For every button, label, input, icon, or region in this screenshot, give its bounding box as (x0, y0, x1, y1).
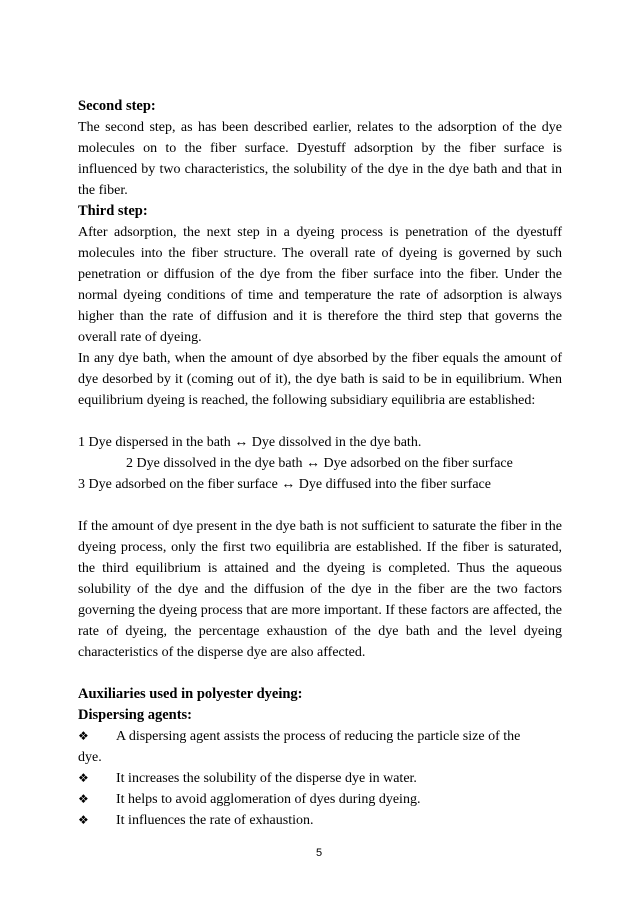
spacer (78, 663, 562, 684)
list-item (78, 726, 562, 747)
spacer (78, 411, 562, 432)
paragraph-third-step: After adsorption, the next step in a dyeing process is penetration of the dyestuff molecules into the fiber structure. The overall rate of dyeing is governed by such penetration or diffusion of the dye from the fiber surface into the fiber. Under the normal dyeing conditions of time and temperature the rate of adsorption is always higher than the rate of diffusion and it is therefore the third step that governs the overall rate of dyeing. (78, 225, 562, 345)
list-item-text: A dispersing agent assists the process of reducing the particle size of the (116, 729, 521, 744)
equilibrium-line-1: 1 Dye dispersed in the bath ↔ Dye dissolved in the dye bath. (78, 435, 422, 450)
heading-dispersing-agents: Dispersing agents: (78, 707, 192, 723)
paragraph-equilibrium: In any dye bath, when the amount of dye absorbed by the fiber equals the amount of dye desorbed by it (coming out of it), the dye bath is said to be in equilibrium. When equilibrium dyeing is reached, the following subsidiary equilibria are established: (78, 351, 562, 408)
equilibrium-line-3: 3 Dye adsorbed on the fiber surface ↔ Dye diffused into the fiber surface (78, 477, 491, 492)
list-item-text: It helps to avoid agglomeration of dyes during dyeing. (116, 792, 421, 807)
diamond-bullet-icon: ❖ (78, 792, 89, 806)
list-item-continuation: dye. (78, 750, 102, 765)
equilibrium-line-2: 2 Dye dissolved in the dye bath ↔ Dye adsorbed on the fiber surface (126, 456, 513, 471)
paragraph-second-step: The second step, as has been described earlier, relates to the adsorption of the dye molecules on to the fiber surface. Dyestuff adsorption by the fiber surface is influenced by two characteristics, the solubility of the dye in the dye bath and that in the fiber. (78, 120, 562, 198)
diamond-bullet-icon: ❖ (78, 729, 89, 743)
list-item (78, 768, 562, 789)
page-content (78, 96, 562, 831)
heading-third-step: Third step: (78, 203, 148, 219)
spacer (78, 495, 562, 516)
heading-auxiliaries: Auxiliaries used in polyester dyeing: (78, 686, 303, 702)
list-item-text: It influences the rate of exhaustion. (116, 813, 314, 828)
heading-second-step: Second step: (78, 98, 156, 114)
page-number: 5 (315, 847, 323, 859)
paragraph-saturation: If the amount of dye present in the dye bath is not sufficient to saturate the fiber in the dyeing process, only the first two equilibria are established. If the fiber is saturated, the third equilibrium is attained and the dyeing is completed. Thus the aqueous solubility of the dye and the diffusion of the dye in the fiber are the two factors governing the dyeing process that are more important. If these factors are affected, the rate of dyeing, the percentage exhaustion of the dye bath and the level dyeing characteristics of the disperse dye are also affected. (78, 519, 562, 660)
diamond-bullet-icon: ❖ (78, 813, 89, 827)
list-item (78, 789, 562, 810)
diamond-bullet-icon: ❖ (78, 771, 89, 785)
list-item (78, 810, 562, 831)
list-item-text: It increases the solubility of the disperse dye in water. (116, 771, 417, 786)
